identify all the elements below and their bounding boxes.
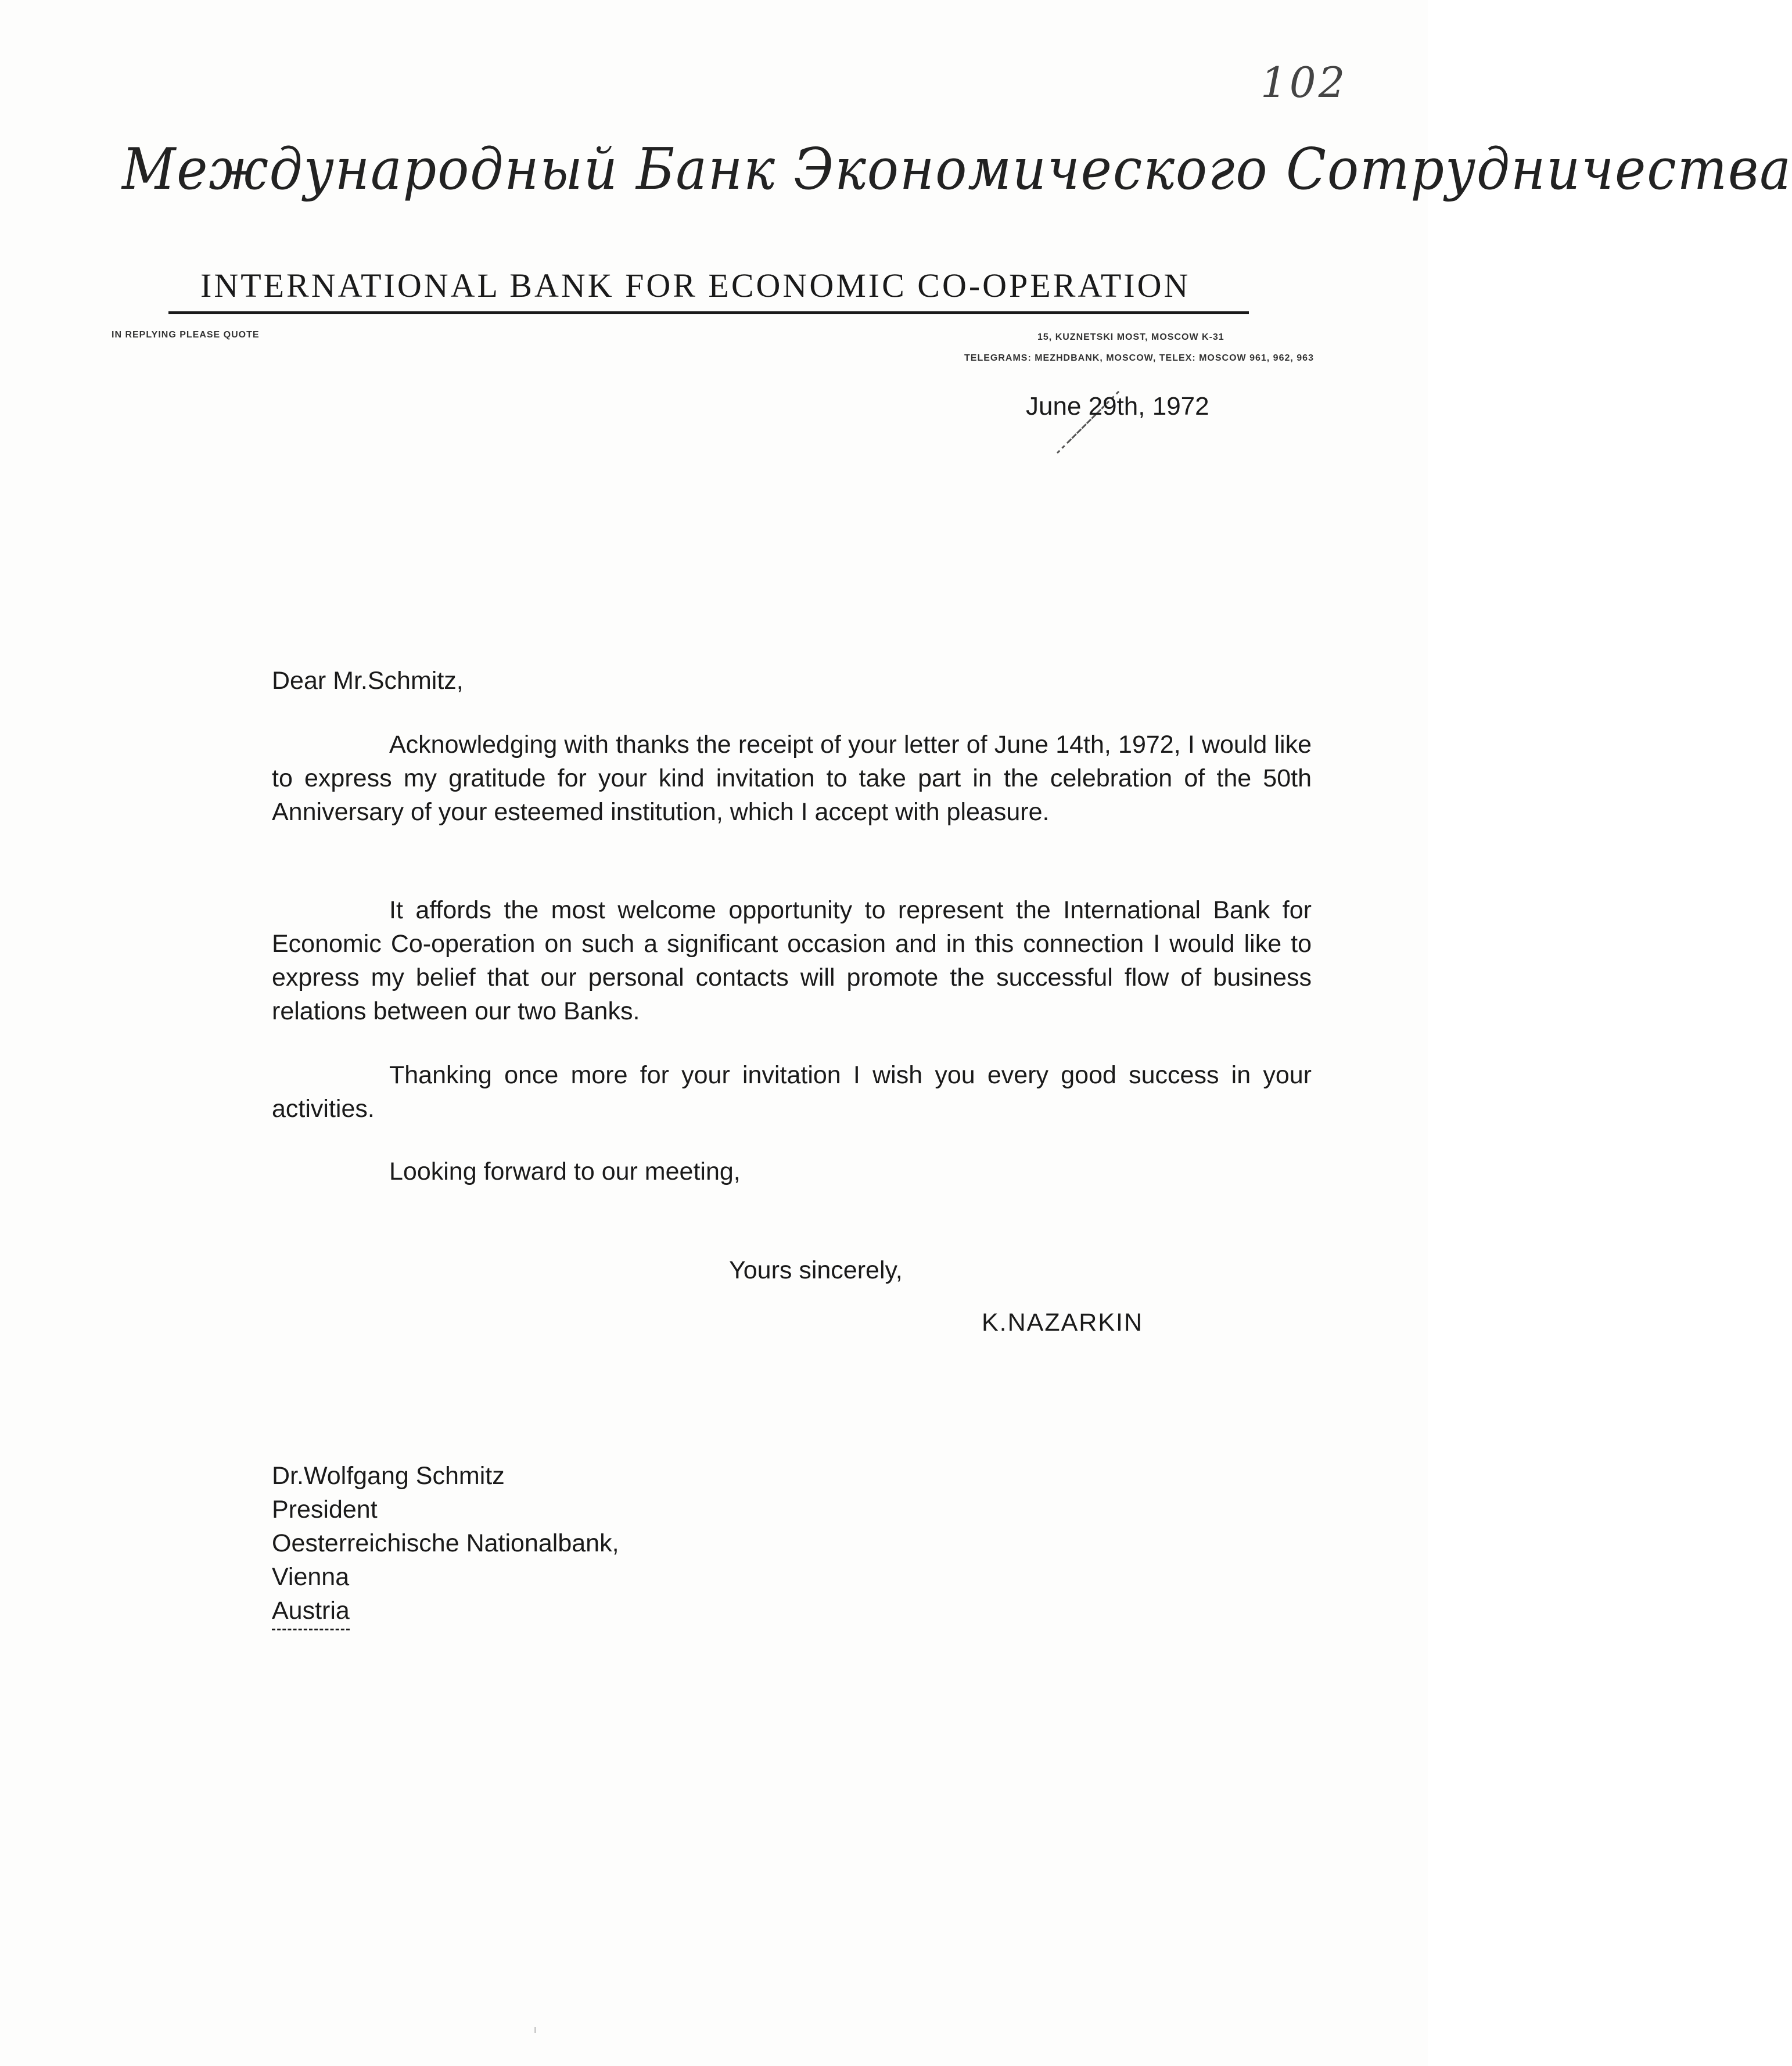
recipient-name: Dr.Wolfgang Schmitz bbox=[272, 1462, 505, 1490]
page-number: 102 bbox=[1260, 58, 1348, 107]
body-paragraph-2: It affords the most welcome opportunity to represent the International Bank for Economic Co-operation on such a significant occasion and in this connection I would like to express my belief that our personal contacts will promote the successful flow of business relations between our two Banks. bbox=[272, 896, 1312, 1025]
recipient-city: Vienna bbox=[272, 1563, 350, 1591]
letter-date: June 29th, 1972 bbox=[1026, 392, 1209, 421]
body-paragraph-3: Thanking once more for your invitation I wish you every good success in your activities. bbox=[272, 1061, 1312, 1123]
recipient-title: President bbox=[272, 1496, 378, 1524]
letterhead-script-name: Международный Банк Экономического Сотрудничества bbox=[122, 136, 1792, 203]
recipient-institution: Oesterreichische Nationalbank, bbox=[272, 1529, 619, 1557]
bank-address: 15, KUZNETSKI MOST, MOSCOW K-31 bbox=[1037, 332, 1224, 342]
letterhead-divider bbox=[168, 311, 1249, 314]
closing-line: Looking forward to our meeting, bbox=[389, 1158, 741, 1185]
letterhead-title: INTERNATIONAL BANK FOR ECONOMIC CO-OPERATION bbox=[200, 267, 1191, 304]
recipient-country: Austria bbox=[272, 1594, 350, 1630]
body-paragraph-1: Acknowledging with thanks the receipt of your letter of June 14th, 1972, I would like to express my gratitude for your kind invitation to take part in the celebration of the 50th Anniversary of your esteemed institution, which I accept with pleasure. bbox=[272, 731, 1312, 826]
bank-telegram-telex: TELEGRAMS: MEZHDBANK, MOSCOW, TELEX: MOSCOW 961, 962, 963 bbox=[964, 353, 1314, 363]
signer-name: K.NAZARKIN bbox=[982, 1309, 1144, 1336]
reply-note: IN REPLYING PLEASE QUOTE bbox=[112, 330, 260, 340]
scan-speck bbox=[534, 2027, 536, 2033]
valediction: Yours sincerely, bbox=[729, 1256, 903, 1284]
salutation: Dear Mr.Schmitz, bbox=[272, 667, 464, 695]
recipient-address-block bbox=[272, 1459, 619, 1630]
